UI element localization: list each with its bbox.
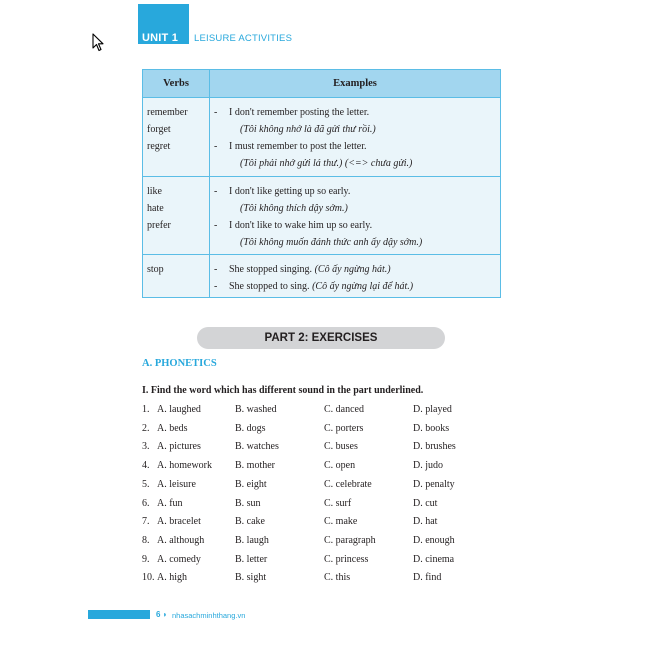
answer-option: B. dogs	[235, 422, 266, 434]
answer-option: C. this	[324, 572, 351, 584]
table-row	[143, 177, 500, 255]
question-number: 10.	[142, 572, 155, 584]
answer-option: D. cut	[413, 497, 438, 509]
example-list: - I don't remember posting the letter. (Tôi không nhớ là đã gửi thư rồi.) - I must remember to post the letter. (Tôi phải nhớ gửi lá thư.) (<=> chưa gửi.)	[229, 104, 412, 172]
answer-option: C. princess	[324, 553, 369, 565]
example-translation: (Tôi không thích dậy sớm.)	[240, 203, 348, 214]
verb: stop	[147, 264, 164, 275]
answer-option: B. mother	[235, 460, 275, 472]
answer-option: B. laugh	[235, 534, 269, 546]
answer-option: A. beds	[157, 422, 188, 434]
example-translation: (Tôi phải nhớ gửi lá thư.) (<=> chưa gửi.)	[240, 158, 413, 169]
answer-option: D. find	[413, 572, 442, 584]
answer-option: C. open	[324, 460, 356, 472]
verb-list	[147, 261, 164, 278]
answer-option: C. make	[324, 516, 358, 528]
table-header-examples: Examples	[210, 70, 500, 98]
answer-option: C. surf	[324, 497, 352, 509]
unit-title: LEISURE ACTIVITIES	[194, 33, 293, 44]
answer-option: B. cake	[235, 516, 265, 528]
answer-option: A. bracelet	[157, 516, 201, 528]
question-number: 8.	[142, 534, 150, 546]
verb-list	[147, 183, 171, 234]
part-title: PART 2: EXERCISES	[197, 327, 445, 349]
answer-option: A. laughed	[157, 404, 201, 415]
question-number: 7.	[142, 516, 150, 528]
answer-option: A. leisure	[157, 478, 196, 490]
unit-label: UNIT 1	[142, 32, 179, 44]
question-number: 2.	[142, 422, 150, 434]
answer-option: A. comedy	[157, 553, 201, 565]
verb-list	[147, 104, 188, 155]
footer-bar	[88, 610, 150, 619]
answer-option: C. danced	[324, 404, 364, 415]
verb: like	[147, 186, 162, 197]
example-translation: (Cô ấy ngừng lại để hát.)	[312, 281, 414, 292]
question-number: 9.	[142, 553, 150, 565]
answer-option: B. sun	[235, 497, 261, 509]
answer-option: A. although	[157, 534, 205, 546]
answer-option: C. buses	[324, 441, 358, 453]
answer-option: D. enough	[413, 534, 455, 546]
question-number: 5.	[142, 478, 150, 490]
example-sentence: She stopped to sing.	[229, 281, 310, 292]
answer-option: B. washed	[235, 404, 277, 415]
example-list: - She stopped singing. (Cô ấy ngừng hát.) - She stopped to sing. (Cô ấy ngừng lại để hát.)	[214, 264, 414, 292]
section-title: A. PHONETICS	[142, 358, 217, 369]
question-number: 4.	[142, 460, 150, 472]
answer-option: A. homework	[157, 460, 212, 472]
verb: regret	[147, 141, 171, 152]
verb: forget	[147, 124, 171, 135]
example-sentence: I don't like to wake him up so early.	[229, 220, 373, 231]
answer-option: D. brushes	[413, 441, 456, 453]
answer-option: D. books	[413, 422, 450, 434]
page-number: 6 ◗	[156, 610, 168, 619]
question-number: 1.	[142, 404, 150, 415]
answer-option: C. porters	[324, 422, 364, 434]
table-header-verbs: Verbs	[143, 70, 209, 98]
mouse-cursor-icon	[92, 33, 104, 52]
table-row	[143, 98, 500, 177]
answer-option: D. penalty	[413, 478, 455, 490]
example-list: - I don't like getting up so early. (Tôi không thích dậy sớm.) - I don't like to wake him up so early. (Tôi không muốn đánh thức anh ấy dậy sớm.)	[229, 183, 422, 251]
verb: remember	[147, 107, 188, 118]
answer-option: B. watches	[235, 441, 279, 453]
example-sentence: She stopped singing.	[229, 264, 313, 275]
verbs-table	[142, 69, 501, 298]
answer-option: A. pictures	[157, 441, 201, 453]
answer-option: B. eight	[235, 478, 267, 490]
example-sentence: I don't like getting up so early.	[229, 186, 351, 197]
answer-option: B. letter	[235, 553, 268, 565]
verb: prefer	[147, 220, 171, 231]
answer-option: D. played	[413, 404, 452, 415]
answer-option: C. celebrate	[324, 478, 372, 490]
answer-option: D. hat	[413, 516, 438, 528]
question-number: 3.	[142, 441, 150, 453]
answer-option: A. fun	[157, 497, 183, 509]
answer-option: B. sight	[235, 572, 267, 584]
example-translation: (Cô ấy ngừng hát.)	[314, 264, 391, 275]
answer-option: A. high	[157, 572, 187, 584]
example-sentence: I must remember to post the letter.	[229, 141, 367, 152]
verb: hate	[147, 203, 164, 214]
example-translation: (Tôi không muốn đánh thức anh ấy dậy sớm.)	[240, 237, 423, 248]
answer-option: C. paragraph	[324, 534, 376, 546]
table-row	[143, 255, 500, 297]
example-translation: (Tôi không nhớ là đã gửi thư rồi.)	[240, 124, 376, 135]
example-sentence: I don't remember posting the letter.	[229, 107, 370, 118]
question-number: 6.	[142, 497, 150, 509]
answer-option: D. judo	[413, 460, 443, 472]
footer-website: nhasachminhthang.vn	[172, 611, 246, 620]
answer-option: D. cinema	[413, 553, 455, 565]
exercise-instruction: I. Find the word which has different sound in the part underlined.	[142, 385, 424, 396]
